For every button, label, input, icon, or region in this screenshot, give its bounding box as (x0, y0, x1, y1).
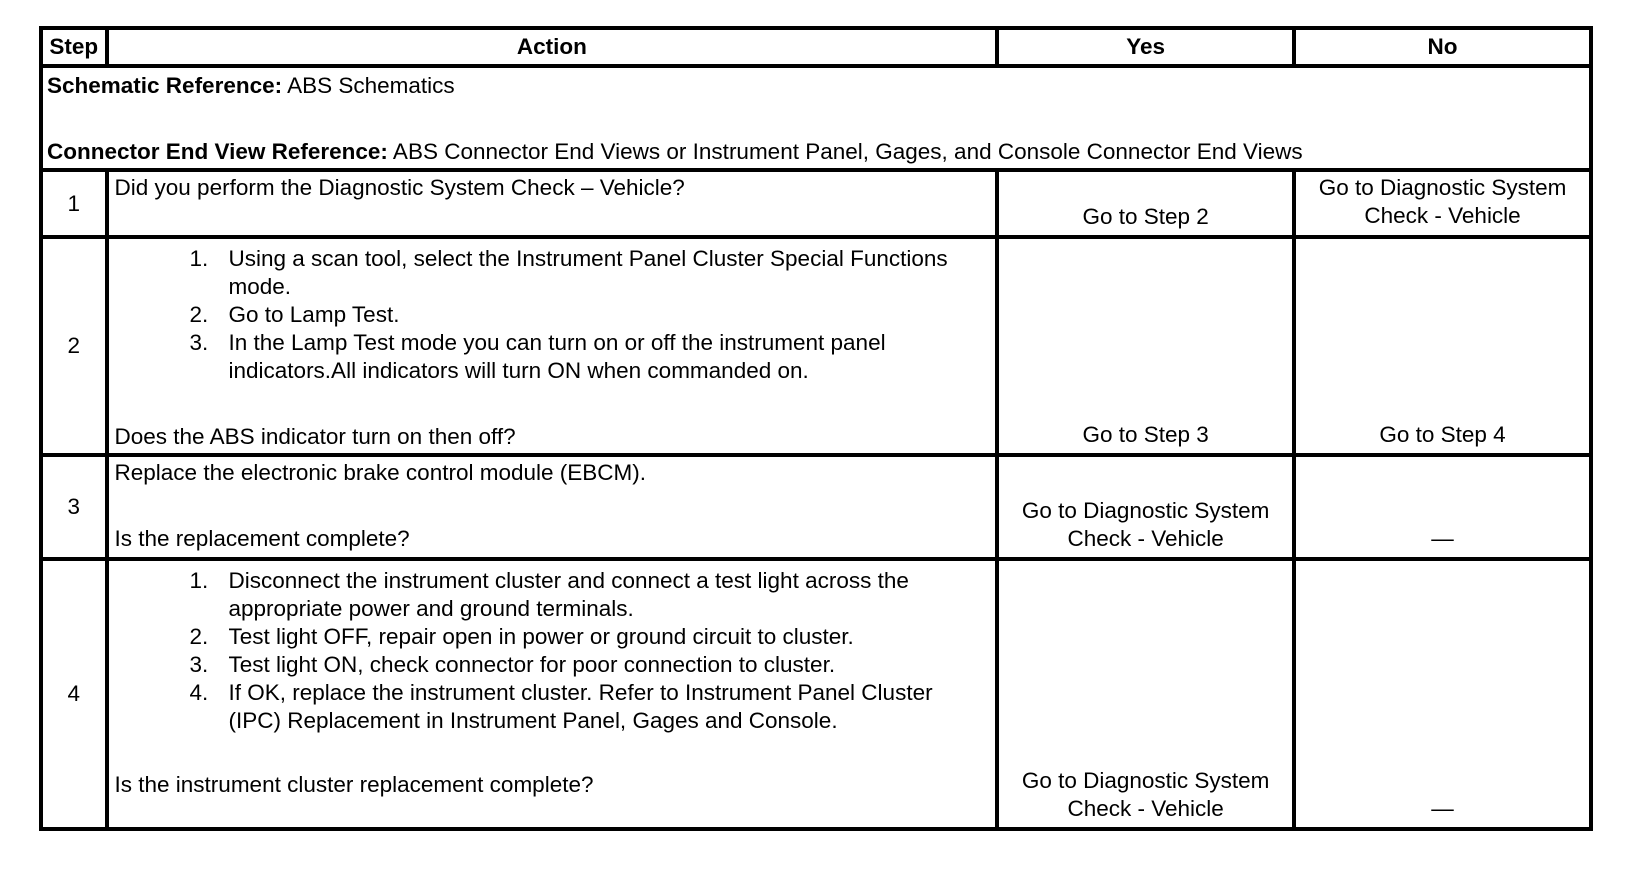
action-cell (107, 170, 998, 237)
step-question: Does the ABS indicator turn on then off? (114, 424, 516, 449)
no-result: — (1294, 559, 1591, 829)
list-item: 1. Using a scan tool, select the Instrument Panel Cluster Special Functions mode. (215, 245, 990, 301)
action-list (115, 245, 990, 385)
yes-result: Go to Diagnostic System Check - Vehicle (997, 455, 1294, 559)
list-item: 4. If OK, replace the instrument cluster. Refer to Instrument Panel Cluster (IPC) Replacement in Instrument Panel, Gages and Console. (215, 679, 990, 735)
step-number: 4 (41, 559, 107, 829)
no-result: — (1294, 455, 1591, 559)
connector-label: Connector End View Reference: (47, 139, 388, 164)
list-item: 3. In the Lamp Test mode you can turn on or off the instrument panel indicators.All indicators will turn ON when commanded on. (215, 329, 990, 385)
list-item: 1. Disconnect the instrument cluster and connect a test light across the appropriate power and ground terminals. (215, 567, 990, 623)
step-question: Is the replacement complete? (114, 526, 410, 551)
table-row (41, 455, 1591, 559)
header-step: Step (41, 28, 107, 66)
yes-result: Go to Step 2 (997, 170, 1294, 237)
no-result: Go to Step 4 (1294, 237, 1591, 455)
table-row (41, 559, 1591, 829)
step-number: 1 (41, 170, 107, 237)
reference-row (41, 66, 1591, 170)
list-item: 3. Test light ON, check connector for poor connection to cluster. (215, 651, 990, 679)
connector-value: ABS Connector End Views or Instrument Panel, Gages, and Console Connector End Views (387, 139, 1303, 164)
header-row (41, 28, 1591, 66)
action-list (115, 567, 990, 735)
schematic-value: ABS Schematics (282, 73, 455, 98)
yes-result: Go to Step 3 (997, 237, 1294, 455)
step-action: Replace the electronic brake control module (EBCM). (114, 460, 647, 485)
step-question: Did you perform the Diagnostic System Check – Vehicle? (114, 175, 685, 200)
table-row (41, 170, 1591, 237)
reference-cell (41, 66, 1591, 170)
step-number: 2 (41, 237, 107, 455)
action-cell (107, 455, 998, 559)
schematic-reference (47, 72, 1585, 100)
no-result: Go to Diagnostic System Check - Vehicle (1294, 170, 1591, 237)
step-number: 3 (41, 455, 107, 559)
yes-result: Go to Diagnostic System Check - Vehicle (997, 559, 1294, 829)
header-action: Action (107, 28, 998, 66)
step-question: Is the instrument cluster replacement complete? (114, 772, 594, 797)
connector-reference (47, 138, 1585, 166)
diagnostic-table (39, 26, 1593, 831)
table-row (41, 237, 1591, 455)
list-item: 2. Go to Lamp Test. (215, 301, 990, 329)
list-item: 2. Test light OFF, repair open in power or ground circuit to cluster. (215, 623, 990, 651)
header-yes: Yes (997, 28, 1294, 66)
action-cell (107, 237, 998, 455)
action-cell (107, 559, 998, 829)
schematic-label: Schematic Reference: (47, 73, 283, 98)
header-no: No (1294, 28, 1591, 66)
